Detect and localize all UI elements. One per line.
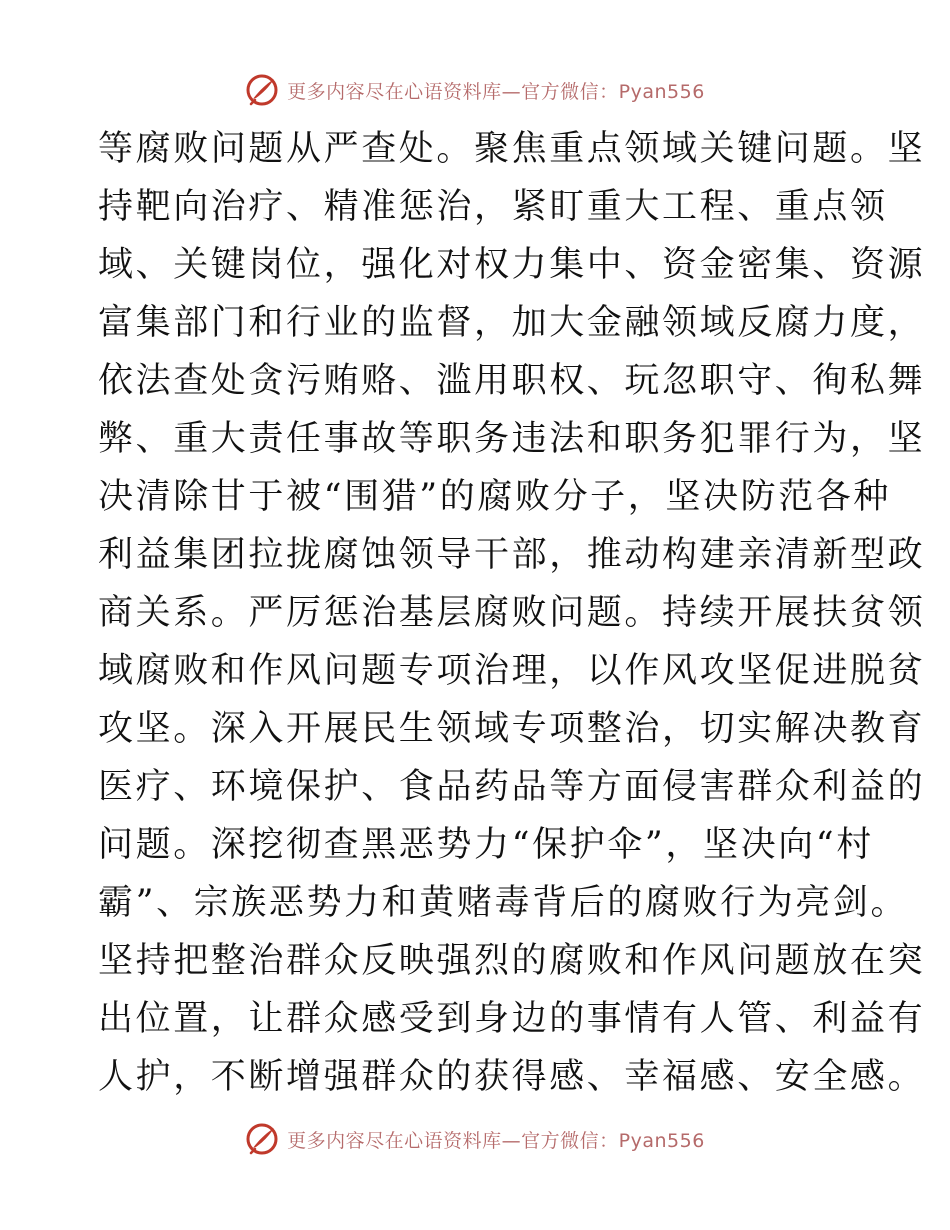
header-watermark-text: 更多内容尽在心语资料库—官方微信：Pyan556 bbox=[287, 80, 705, 103]
text-line: 攻坚。深入开展民生领域专项整治，切实解决教育 bbox=[98, 709, 926, 749]
text-line: 利益集团拉拢腐蚀领导干部，推动构建亲清新型政 bbox=[98, 535, 926, 575]
text-line: 决清除甘于被“围猎”的腐败分子，坚决防范各种 bbox=[98, 477, 891, 517]
text-line: 出位置，让群众感受到身边的事情有人管、利益有 bbox=[98, 999, 926, 1039]
header-watermark bbox=[0, 72, 950, 108]
text-line: 域腐败和作风问题专项治理，以作风攻坚促进脱贫 bbox=[98, 651, 926, 691]
text-line: 商关系。严厉惩治基层腐败问题。持续开展扶贫领 bbox=[98, 593, 926, 633]
footer-watermark-text: 更多内容尽在心语资料库—官方微信：Pyan556 bbox=[287, 1129, 705, 1152]
feather-logo-icon bbox=[245, 73, 279, 107]
text-line: 弊、重大责任事故等职务违法和职务犯罪行为，坚 bbox=[98, 419, 926, 459]
text-line: 富集部门和行业的监督，加大金融领域反腐力度， bbox=[98, 303, 926, 343]
text-line: 依法查处贪污贿赂、滥用职权、玩忽职守、徇私舞 bbox=[98, 361, 926, 401]
text-line: 持靶向治疗、精准惩治，紧盯重大工程、重点领 bbox=[98, 187, 888, 227]
document-body bbox=[98, 120, 926, 1106]
text-line: 等腐败问题从严查处。聚焦重点领域关键问题。坚 bbox=[98, 129, 926, 169]
feather-logo-icon bbox=[245, 1122, 279, 1156]
text-line: 问题。深挖彻查黑恶势力“保护伞”，坚决向“村 bbox=[98, 825, 874, 865]
text-line: 霸”、宗族恶势力和黄赌毒背后的腐败行为亮剑。 bbox=[98, 883, 909, 923]
text-line: 域、关键岗位，强化对权力集中、资金密集、资源 bbox=[98, 245, 926, 285]
text-line: 医疗、环境保护、食品药品等方面侵害群众利益的 bbox=[98, 767, 926, 807]
footer-watermark bbox=[0, 1121, 950, 1157]
text-line: 人护，不断增强群众的获得感、幸福感、安全感。 bbox=[98, 1057, 926, 1097]
text-line: 坚持把整治群众反映强烈的腐败和作风问题放在突 bbox=[98, 941, 926, 981]
